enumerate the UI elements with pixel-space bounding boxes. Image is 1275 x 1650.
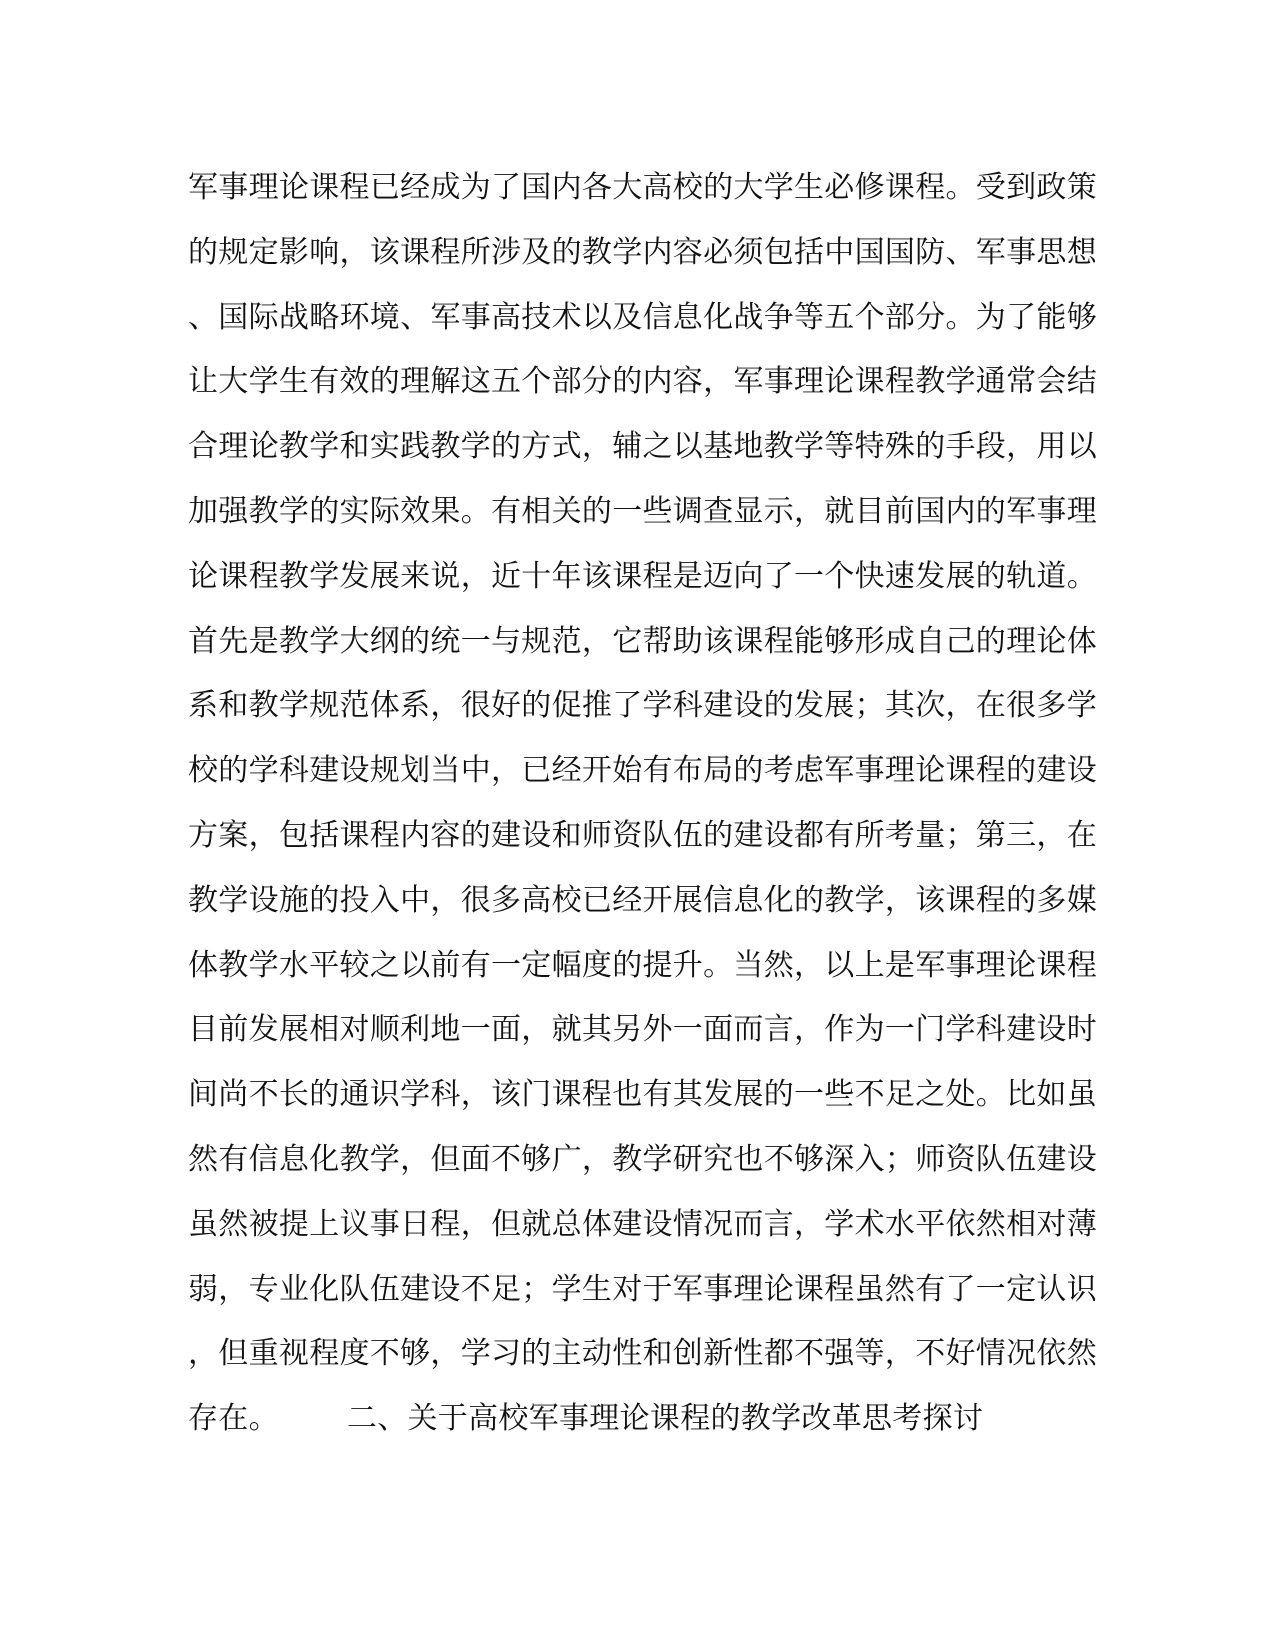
text-line-4: 让大学生有效的理解这五个部分的内容，军事理论课程教学通常会结 [188, 364, 1097, 400]
text-line-16: 然有信息化教学，但面不够广，教学研究也不够深入；师资队伍建设 [188, 1141, 1097, 1177]
section-heading: 二、关于高校军事理论课程的教学改革思考探讨 [346, 1401, 984, 1437]
body-text [188, 156, 1097, 1452]
text-line-18: 弱，专业化队伍建设不足；学生对于军事理论课程虽然有了一定认识 [188, 1271, 1097, 1307]
text-line-12: 教学设施的投入中，很多高校已经开展信息化的教学，该课程的多媒 [188, 882, 1097, 918]
text-line-8: 首先是教学大纲的统一与规范，它帮助该课程能够形成自己的理论体 [188, 623, 1097, 659]
text-line-15: 间尚不长的通识学科，该门课程也有其发展的一些不足之处。比如虽 [188, 1077, 1097, 1113]
text-line-17: 虽然被提上议事日程，但就总体建设情况而言，学术水平依然相对薄 [188, 1206, 1097, 1242]
text-line-1: 军事理论课程已经成为了国内各大高校的大学生必修课程。受到政策 [188, 170, 1097, 205]
text-line-20 [188, 1387, 1038, 1452]
text-line-9: 系和教学规范体系，很好的促推了学科建设的发展；其次，在很多学 [188, 688, 1097, 724]
text-line-2: 的规定影响，该课程所涉及的教学内容必须包括中国国防、军事思想 [188, 234, 1097, 270]
text-line-6: 加强教学的实际效果。有相关的一些调查显示，就目前国内的军事理 [188, 493, 1097, 529]
text-line-7: 论课程教学发展来说，近十年该课程是迈向了一个快速发展的轨道。 [188, 558, 1097, 594]
text-line-19: ，但重视程度不够，学习的主动性和创新性都不强等，不好情况依然 [188, 1336, 1097, 1372]
text-line-10: 校的学科建设规划当中，已经开始有布局的考虑军事理论课程的建设 [188, 753, 1097, 789]
text-line-3: 、国际战略环境、军事高技术以及信息化战争等五个部分。为了能够 [188, 299, 1097, 335]
text-line-11: 方案，包括课程内容的建设和师资队伍的建设都有所考量；第三，在 [188, 817, 1097, 853]
text-line-5: 合理论教学和实践教学的方式，辅之以基地教学等特殊的手段，用以 [188, 429, 1097, 465]
text-line-14: 目前发展相对顺利地一面，就其另外一面而言，作为一门学科建设时 [188, 1012, 1097, 1048]
paragraph-end: 存在。 [188, 1401, 279, 1437]
text-line-13: 体教学水平较之以前有一定幅度的提升。当然，以上是军事理论课程 [188, 947, 1097, 983]
